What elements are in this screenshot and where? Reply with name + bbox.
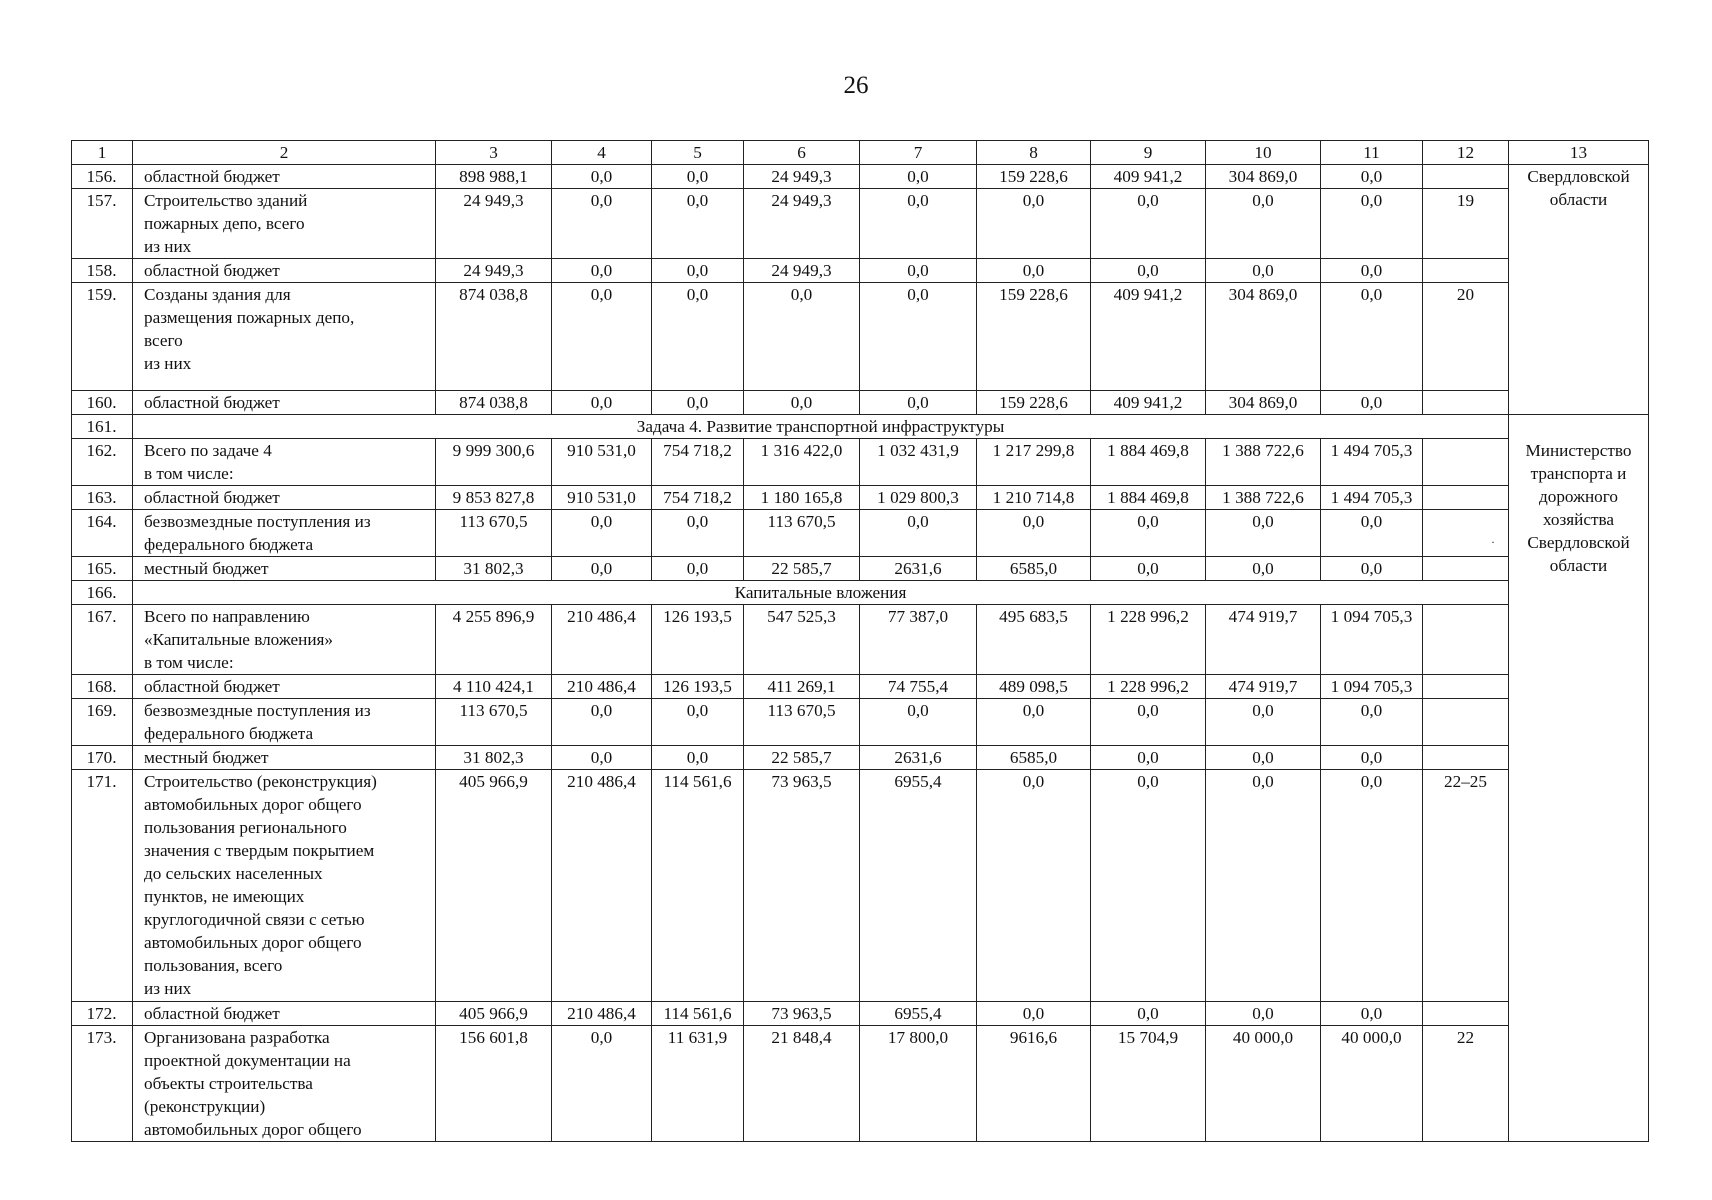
amount-cell: 6585,0: [977, 557, 1091, 581]
amount-cell: 0,0: [1321, 699, 1423, 746]
column-header: 12: [1423, 141, 1509, 165]
amount-cell: 304 869,0: [1206, 283, 1321, 391]
column-header: 11: [1321, 141, 1423, 165]
row-number: 157.: [72, 189, 133, 259]
amount-cell: 910 531,0: [552, 486, 652, 510]
amount-cell: 495 683,5: [977, 605, 1091, 675]
section-row: [72, 415, 1649, 439]
amount-cell: 113 670,5: [744, 510, 860, 557]
amount-cell: 0,0: [977, 770, 1091, 1002]
amount-cell: 159 228,6: [977, 283, 1091, 391]
amount-cell: 113 670,5: [436, 510, 552, 557]
amount-cell: 0,0: [552, 699, 652, 746]
table-row: [72, 510, 1649, 557]
amount-cell: 21 848,4: [744, 1026, 860, 1142]
amount-cell: 73 963,5: [744, 770, 860, 1002]
responsible-agency-cell: Свердловской области: [1509, 165, 1649, 415]
amount-cell: 0,0: [552, 746, 652, 770]
row-number: 163.: [72, 486, 133, 510]
amount-cell: 405 966,9: [436, 1002, 552, 1026]
table-row: [72, 439, 1649, 486]
row-number: 167.: [72, 605, 133, 675]
amount-cell: 0,0: [552, 283, 652, 391]
table-row: [72, 770, 1649, 1002]
amount-cell: 2631,6: [860, 746, 977, 770]
table-row: [72, 391, 1649, 415]
amount-cell: 1 494 705,3: [1321, 439, 1423, 486]
row-description: Организована разработка проектной документации на объекты строительства (реконструкции) автомобильных дорог общего: [133, 1026, 436, 1142]
amount-cell: 9 999 300,6: [436, 439, 552, 486]
amount-cell: 210 486,4: [552, 1002, 652, 1026]
target-indicator-cell: [1423, 439, 1509, 486]
row-number: 169.: [72, 699, 133, 746]
amount-cell: 17 800,0: [860, 1026, 977, 1142]
amount-cell: 0,0: [652, 699, 744, 746]
column-header: 13: [1509, 141, 1649, 165]
amount-cell: 15 704,9: [1091, 1026, 1206, 1142]
amount-cell: 0,0: [552, 391, 652, 415]
amount-cell: 0,0: [552, 510, 652, 557]
amount-cell: 0,0: [552, 259, 652, 283]
row-number: 168.: [72, 675, 133, 699]
amount-cell: 113 670,5: [436, 699, 552, 746]
amount-cell: 0,0: [552, 165, 652, 189]
amount-cell: 0,0: [652, 510, 744, 557]
amount-cell: 0,0: [744, 283, 860, 391]
amount-cell: 1 180 165,8: [744, 486, 860, 510]
amount-cell: 0,0: [552, 189, 652, 259]
amount-cell: 159 228,6: [977, 391, 1091, 415]
amount-cell: 754 718,2: [652, 486, 744, 510]
amount-cell: 1 217 299,8: [977, 439, 1091, 486]
amount-cell: 0,0: [860, 699, 977, 746]
table-row: [72, 165, 1649, 189]
amount-cell: 489 098,5: [977, 675, 1091, 699]
amount-cell: 405 966,9: [436, 770, 552, 1002]
amount-cell: 24 949,3: [436, 189, 552, 259]
amount-cell: 40 000,0: [1206, 1026, 1321, 1142]
target-indicator-cell: [1423, 391, 1509, 415]
row-number: 166.: [72, 581, 133, 605]
amount-cell: 0,0: [1091, 259, 1206, 283]
target-indicator-cell: [1423, 1002, 1509, 1026]
amount-cell: 0,0: [1091, 770, 1206, 1002]
amount-cell: 0,0: [1206, 746, 1321, 770]
amount-cell: 24 949,3: [744, 189, 860, 259]
amount-cell: 0,0: [1321, 1002, 1423, 1026]
amount-cell: 0,0: [1091, 746, 1206, 770]
column-header: 8: [977, 141, 1091, 165]
row-number: 171.: [72, 770, 133, 1002]
table-row: [72, 189, 1649, 259]
amount-cell: 0,0: [652, 165, 744, 189]
row-number: 173.: [72, 1026, 133, 1142]
amount-cell: 31 802,3: [436, 746, 552, 770]
amount-cell: 6955,4: [860, 770, 977, 1002]
amount-cell: 126 193,5: [652, 675, 744, 699]
target-indicator-cell: 22–25: [1423, 770, 1509, 1002]
row-description: Строительство зданий пожарных депо, всего из них: [133, 189, 436, 259]
row-description: областной бюджет: [133, 259, 436, 283]
amount-cell: 73 963,5: [744, 1002, 860, 1026]
amount-cell: 0,0: [1206, 510, 1321, 557]
amount-cell: 547 525,3: [744, 605, 860, 675]
target-indicator-cell: [1423, 675, 1509, 699]
amount-cell: 0,0: [1321, 283, 1423, 391]
amount-cell: 210 486,4: [552, 675, 652, 699]
amount-cell: 113 670,5: [744, 699, 860, 746]
amount-cell: 0,0: [1206, 557, 1321, 581]
row-description: безвозмездные поступления из федерального бюджета: [133, 510, 436, 557]
amount-cell: 0,0: [652, 283, 744, 391]
target-indicator-cell: [1423, 486, 1509, 510]
amount-cell: 0,0: [860, 259, 977, 283]
amount-cell: 9 853 827,8: [436, 486, 552, 510]
amount-cell: 1 388 722,6: [1206, 439, 1321, 486]
amount-cell: 411 269,1: [744, 675, 860, 699]
amount-cell: 0,0: [652, 259, 744, 283]
amount-cell: 114 561,6: [652, 770, 744, 1002]
row-description: областной бюджет: [133, 1002, 436, 1026]
target-indicator-cell: [1423, 699, 1509, 746]
row-number: 170.: [72, 746, 133, 770]
row-number: 165.: [72, 557, 133, 581]
amount-cell: 0,0: [1091, 510, 1206, 557]
amount-cell: 304 869,0: [1206, 391, 1321, 415]
row-description: областной бюджет: [133, 165, 436, 189]
row-description: Всего по направлению «Капитальные вложения» в том числе:: [133, 605, 436, 675]
amount-cell: 1 228 996,2: [1091, 605, 1206, 675]
amount-cell: 4 255 896,9: [436, 605, 552, 675]
amount-cell: 159 228,6: [977, 165, 1091, 189]
amount-cell: 0,0: [1091, 557, 1206, 581]
amount-cell: 24 949,3: [744, 259, 860, 283]
amount-cell: 0,0: [1321, 391, 1423, 415]
row-number: 156.: [72, 165, 133, 189]
amount-cell: 22 585,7: [744, 557, 860, 581]
amount-cell: 754 718,2: [652, 439, 744, 486]
table-row: [72, 675, 1649, 699]
amount-cell: 0,0: [652, 557, 744, 581]
column-header: 10: [1206, 141, 1321, 165]
amount-cell: 0,0: [977, 1002, 1091, 1026]
row-number: 164.: [72, 510, 133, 557]
amount-cell: 0,0: [1206, 189, 1321, 259]
header-row: [72, 141, 1649, 165]
responsible-agency-cell: Министерство транспорта и дорожного хозяйства Свердловской области: [1509, 439, 1649, 1142]
amount-cell: 24 949,3: [436, 259, 552, 283]
amount-cell: 40 000,0: [1321, 1026, 1423, 1142]
amount-cell: 0,0: [1206, 1002, 1321, 1026]
amount-cell: 1 094 705,3: [1321, 675, 1423, 699]
amount-cell: 1 884 469,8: [1091, 439, 1206, 486]
amount-cell: 409 941,2: [1091, 391, 1206, 415]
amount-cell: 0,0: [1321, 165, 1423, 189]
row-description: безвозмездные поступления из федерального бюджета: [133, 699, 436, 746]
row-number: 172.: [72, 1002, 133, 1026]
amount-cell: 474 919,7: [1206, 675, 1321, 699]
amount-cell: 0,0: [1321, 770, 1423, 1002]
amount-cell: 874 038,8: [436, 283, 552, 391]
amount-cell: 0,0: [652, 746, 744, 770]
amount-cell: 0,0: [1091, 1002, 1206, 1026]
target-indicator-cell: 20: [1423, 283, 1509, 391]
amount-cell: 156 601,8: [436, 1026, 552, 1142]
page-number: 26: [843, 72, 869, 99]
section-title: Задача 4. Развитие транспортной инфраструктуры: [133, 415, 1509, 439]
empty-cell: [1509, 415, 1649, 439]
amount-cell: 0,0: [1321, 259, 1423, 283]
table-row: [72, 259, 1649, 283]
row-number: 158.: [72, 259, 133, 283]
table-row: [72, 283, 1649, 391]
amount-cell: 0,0: [977, 259, 1091, 283]
amount-cell: 898 988,1: [436, 165, 552, 189]
row-description: местный бюджет: [133, 557, 436, 581]
amount-cell: 1 228 996,2: [1091, 675, 1206, 699]
amount-cell: 0,0: [744, 391, 860, 415]
section-row: [72, 581, 1649, 605]
amount-cell: 1 316 422,0: [744, 439, 860, 486]
budget-table: [71, 140, 1649, 1142]
row-description: областной бюджет: [133, 486, 436, 510]
amount-cell: 1 032 431,9: [860, 439, 977, 486]
table-row: [72, 486, 1649, 510]
target-indicator-cell: [1423, 557, 1509, 581]
amount-cell: 0,0: [1206, 770, 1321, 1002]
table-row: [72, 605, 1649, 675]
target-indicator-cell: [1423, 510, 1509, 557]
amount-cell: 1 494 705,3: [1321, 486, 1423, 510]
target-indicator-cell: 19: [1423, 189, 1509, 259]
amount-cell: 0,0: [652, 189, 744, 259]
row-description: Строительство (реконструкция) автомобильных дорог общего пользования регионального значения с твердым покрытием до сельских населенных пунктов, не имеющих круглогодичной связи с сетью автомобильных дорог общего пользования, всего из них: [133, 770, 436, 1002]
column-header: 9: [1091, 141, 1206, 165]
amount-cell: 1 029 800,3: [860, 486, 977, 510]
amount-cell: 77 387,0: [860, 605, 977, 675]
amount-cell: 22 585,7: [744, 746, 860, 770]
amount-cell: 4 110 424,1: [436, 675, 552, 699]
row-description: Созданы здания для размещения пожарных депо, всего из них: [133, 283, 436, 391]
amount-cell: 2631,6: [860, 557, 977, 581]
table-row: [72, 746, 1649, 770]
amount-cell: 31 802,3: [436, 557, 552, 581]
column-header: 5: [652, 141, 744, 165]
target-indicator-cell: [1423, 605, 1509, 675]
amount-cell: 6585,0: [977, 746, 1091, 770]
column-header: 7: [860, 141, 977, 165]
amount-cell: 9616,6: [977, 1026, 1091, 1142]
amount-cell: 210 486,4: [552, 605, 652, 675]
section-title: Капитальные вложения: [133, 581, 1509, 605]
amount-cell: 0,0: [860, 189, 977, 259]
amount-cell: 0,0: [552, 1026, 652, 1142]
amount-cell: 0,0: [860, 391, 977, 415]
row-number: 161.: [72, 415, 133, 439]
amount-cell: 0,0: [977, 699, 1091, 746]
table-row: [72, 1002, 1649, 1026]
amount-cell: 114 561,6: [652, 1002, 744, 1026]
amount-cell: 409 941,2: [1091, 165, 1206, 189]
amount-cell: 0,0: [977, 510, 1091, 557]
column-header: 2: [133, 141, 436, 165]
row-description: областной бюджет: [133, 675, 436, 699]
amount-cell: 0,0: [652, 391, 744, 415]
column-header: 6: [744, 141, 860, 165]
amount-cell: 0,0: [860, 165, 977, 189]
dot-mark: ·: [1491, 535, 1495, 549]
amount-cell: 910 531,0: [552, 439, 652, 486]
target-indicator-cell: 22: [1423, 1026, 1509, 1142]
column-header: 1: [72, 141, 133, 165]
amount-cell: 0,0: [977, 189, 1091, 259]
amount-cell: 0,0: [1091, 699, 1206, 746]
amount-cell: 126 193,5: [652, 605, 744, 675]
row-description: местный бюджет: [133, 746, 436, 770]
amount-cell: 210 486,4: [552, 770, 652, 1002]
amount-cell: 6955,4: [860, 1002, 977, 1026]
row-number: 162.: [72, 439, 133, 486]
amount-cell: 24 949,3: [744, 165, 860, 189]
amount-cell: 0,0: [1206, 699, 1321, 746]
target-indicator-cell: [1423, 259, 1509, 283]
amount-cell: 0,0: [1206, 259, 1321, 283]
amount-cell: 1 094 705,3: [1321, 605, 1423, 675]
amount-cell: 74 755,4: [860, 675, 977, 699]
amount-cell: 474 919,7: [1206, 605, 1321, 675]
column-header: 4: [552, 141, 652, 165]
table-row: [72, 699, 1649, 746]
amount-cell: 0,0: [1321, 510, 1423, 557]
row-number: 160.: [72, 391, 133, 415]
target-indicator-cell: [1423, 746, 1509, 770]
amount-cell: 0,0: [860, 510, 977, 557]
table-row: [72, 557, 1649, 581]
amount-cell: 874 038,8: [436, 391, 552, 415]
amount-cell: 409 941,2: [1091, 283, 1206, 391]
column-header: 3: [436, 141, 552, 165]
target-indicator-cell: [1423, 165, 1509, 189]
row-description: Всего по задаче 4 в том числе:: [133, 439, 436, 486]
amount-cell: 0,0: [1321, 189, 1423, 259]
amount-cell: 1 388 722,6: [1206, 486, 1321, 510]
amount-cell: 0,0: [552, 557, 652, 581]
table-row: [72, 1026, 1649, 1142]
amount-cell: 1 210 714,8: [977, 486, 1091, 510]
row-number: 159.: [72, 283, 133, 391]
amount-cell: 0,0: [1091, 189, 1206, 259]
amount-cell: 0,0: [1321, 746, 1423, 770]
row-description: областной бюджет: [133, 391, 436, 415]
amount-cell: 0,0: [1321, 557, 1423, 581]
amount-cell: 304 869,0: [1206, 165, 1321, 189]
amount-cell: 1 884 469,8: [1091, 486, 1206, 510]
amount-cell: 11 631,9: [652, 1026, 744, 1142]
amount-cell: 0,0: [860, 283, 977, 391]
